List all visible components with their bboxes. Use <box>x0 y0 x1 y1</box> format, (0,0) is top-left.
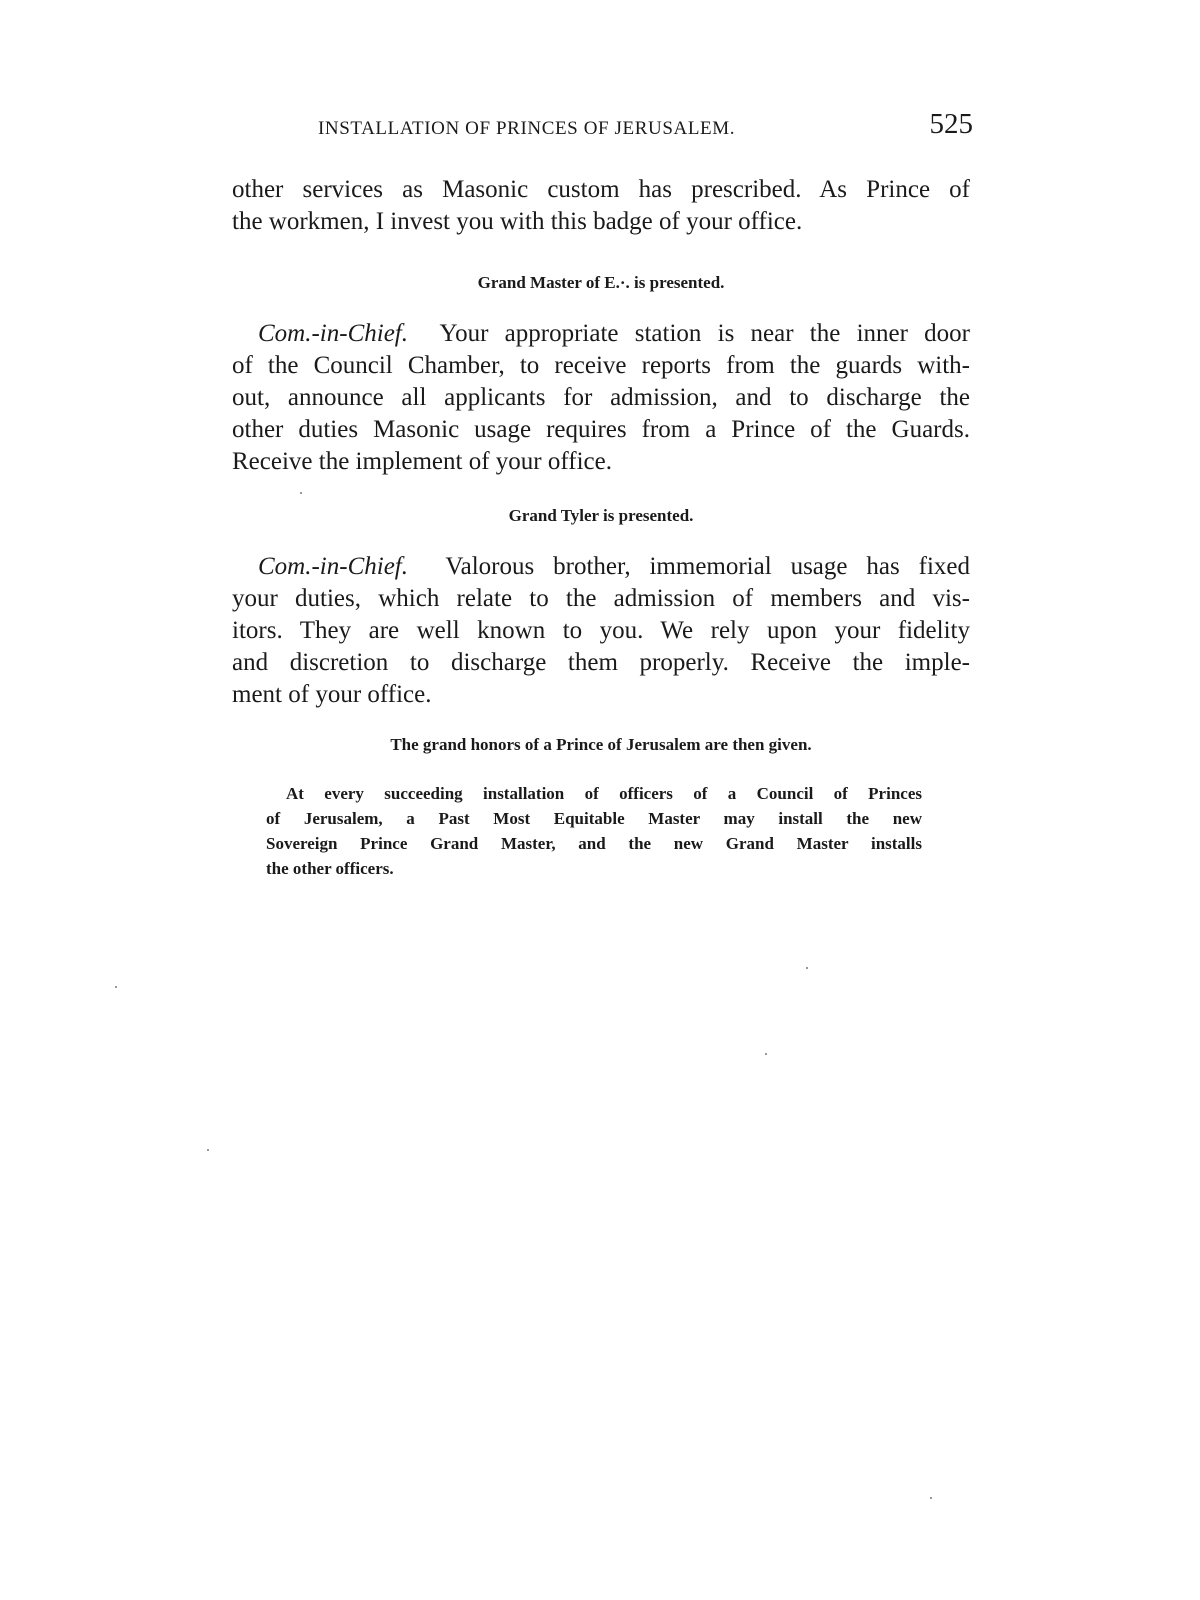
speech-text: Your appropriate station is near the inner door <box>439 320 970 347</box>
text-line: of Jerusalem, a Past Most Equitable Master may install the new <box>266 809 922 828</box>
text-line: itors. They are well known to you. We rely upon your fidelity <box>232 617 970 644</box>
text-line: ment of your office. <box>232 681 432 708</box>
text-line: At every succeeding installation of officers of a Council of Princes <box>286 784 922 803</box>
speaker-label: Com.-in-Chief. <box>258 320 408 347</box>
speech-text: Valorous brother, immemorial usage has fixed <box>445 553 970 580</box>
speaker-label: Com.-in-Chief. <box>258 553 408 580</box>
stage-direction: Grand Tyler is presented. <box>508 506 694 525</box>
scan-speck <box>207 1149 209 1151</box>
scan-speck <box>765 1053 767 1055</box>
running-title: INSTALLATION OF PRINCES OF JERUSALEM. <box>318 118 736 139</box>
stage-direction: The grand honors of a Prince of Jerusalem are then given. <box>390 735 812 754</box>
scan-speck <box>300 492 302 494</box>
paragraph-commander-grand-tyler <box>232 551 970 711</box>
text-line <box>232 551 970 583</box>
page-number: 525 <box>929 108 973 140</box>
text-line: your duties, which relate to the admission of members and vis- <box>232 585 970 612</box>
text-line: Sovereign Prince Grand Master, and the new Grand Master installs <box>266 834 922 853</box>
closing-note <box>266 781 922 881</box>
text-line <box>232 318 970 350</box>
scan-speck <box>806 967 808 969</box>
text-line: other services as Masonic custom has prescribed. As Prince of <box>232 176 970 203</box>
stage-direction: Grand Master of E.·. is presented. <box>477 273 725 292</box>
text-line: the workmen, I invest you with this badge of your office. <box>232 208 803 235</box>
text-line: Receive the implement of your office. <box>232 448 612 475</box>
scan-speck <box>930 1497 932 1499</box>
text-line: the other officers. <box>266 859 394 878</box>
text-line: out, announce all applicants for admission, and to discharge the <box>232 384 970 411</box>
paragraph-continuation <box>232 174 970 238</box>
text-line: other duties Masonic usage requires from a Prince of the Guards. <box>232 416 970 443</box>
paragraph-commander-grand-master <box>232 318 970 478</box>
text-line: and discretion to discharge them properly. Receive the imple- <box>232 649 970 676</box>
text-line: of the Council Chamber, to receive reports from the guards with- <box>232 352 970 379</box>
scan-speck <box>115 986 117 988</box>
running-head <box>318 108 973 148</box>
